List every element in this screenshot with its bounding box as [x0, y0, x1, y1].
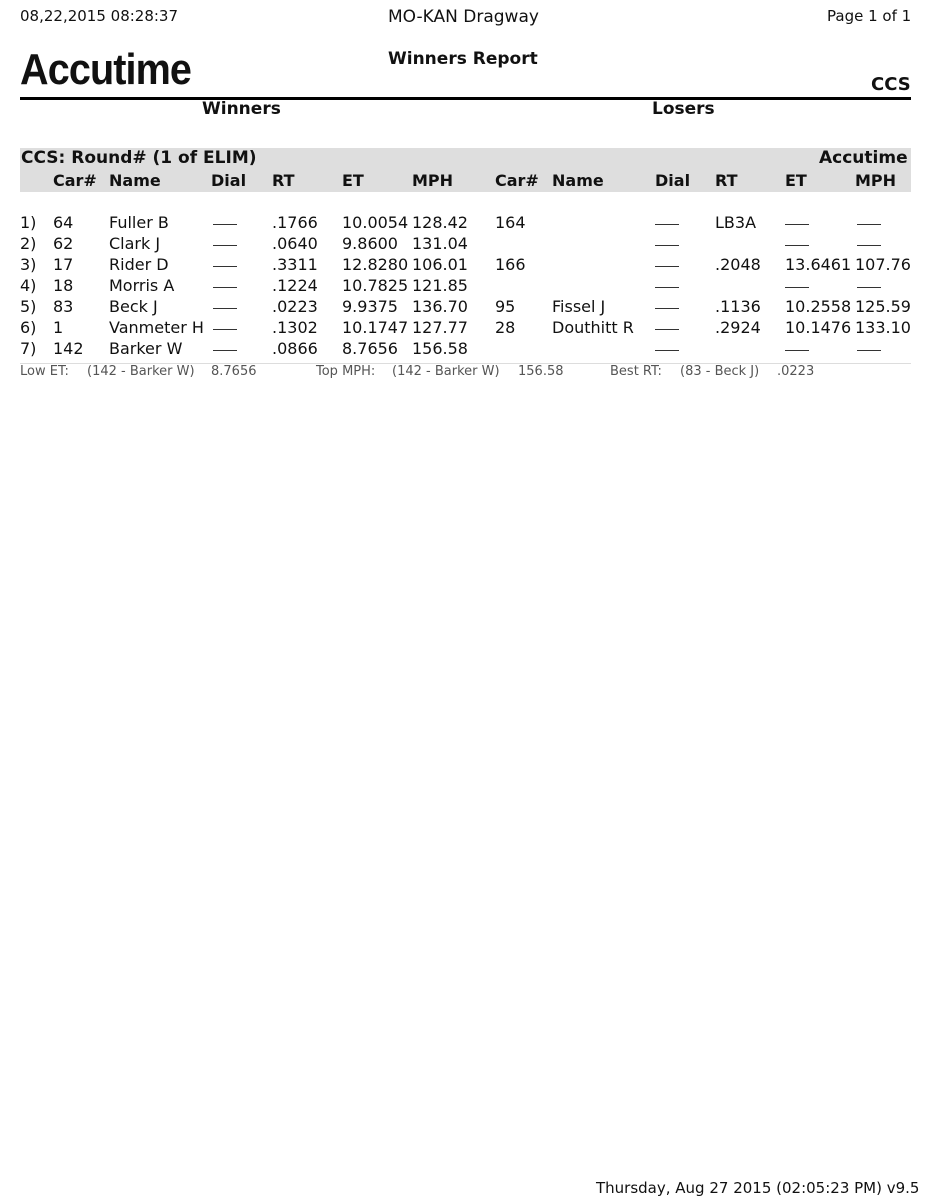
loser-et-dash: [785, 245, 809, 246]
low-et-value: 8.7656: [211, 364, 257, 379]
winner-mph: 156.58: [412, 339, 468, 358]
winner-name: Beck J: [109, 297, 158, 316]
winner-name: Barker W: [109, 339, 183, 358]
loser-mph-dash: [857, 224, 881, 225]
col-header-loser-dial: Dial: [655, 171, 691, 190]
winner-et: 10.0054: [342, 213, 409, 232]
loser-car: 166: [495, 255, 526, 274]
loser-mph: 107.76: [855, 255, 911, 274]
winner-car: 83: [53, 297, 74, 316]
loser-mph: 133.10: [855, 318, 911, 337]
loser-rt: LB3A: [715, 213, 757, 232]
loser-dial-dash: [655, 224, 679, 225]
winner-name: Clark J: [109, 234, 161, 253]
best-rt-who: (83 - Beck J): [680, 364, 760, 379]
col-header-name: Name: [109, 171, 161, 190]
class-code: CCS: [871, 74, 911, 95]
section-brand: Accutime: [819, 148, 908, 168]
brand-logo: Accutime: [20, 45, 192, 94]
top-mph-label: Top MPH:: [316, 364, 376, 379]
winner-dial-dash: [213, 329, 237, 330]
summary-divider: [20, 363, 911, 364]
section-title: CCS: Round# (1 of ELIM): [21, 148, 257, 168]
loser-et-dash: [785, 224, 809, 225]
header-rule: [20, 97, 911, 100]
row-position: 6): [20, 318, 37, 337]
winner-name: Fuller B: [109, 213, 169, 232]
col-header-rt: RT: [272, 171, 295, 190]
loser-car: 28: [495, 318, 516, 337]
loser-dial-dash: [655, 266, 679, 267]
loser-mph-dash: [857, 245, 881, 246]
winner-dial-dash: [213, 287, 237, 288]
loser-dial-dash: [655, 287, 679, 288]
col-header-mph: MPH: [412, 171, 454, 190]
winner-et: 12.8280: [342, 255, 409, 274]
winner-dial-dash: [213, 350, 237, 351]
best-rt-value: .0223: [777, 364, 815, 379]
loser-name: Douthitt R: [552, 318, 634, 337]
report-title: Winners Report: [388, 49, 538, 69]
winner-rt: .1224: [272, 276, 318, 295]
row-position: 7): [20, 339, 37, 358]
loser-car: 164: [495, 213, 526, 232]
loser-dial-dash: [655, 350, 679, 351]
winner-name: Rider D: [109, 255, 169, 274]
col-header-car: Car#: [53, 171, 97, 190]
row-position: 1): [20, 213, 37, 232]
printed-timestamp: Thursday, Aug 27 2015 (02:05:23 PM) v9.5: [596, 1179, 920, 1197]
winner-rt: .1766: [272, 213, 318, 232]
winner-name: Vanmeter H: [109, 318, 204, 337]
winner-rt: .1302: [272, 318, 318, 337]
row-position: 4): [20, 276, 37, 295]
loser-dial-dash: [655, 329, 679, 330]
winner-car: 142: [53, 339, 84, 358]
top-mph-who: (142 - Barker W): [392, 364, 500, 379]
winner-et: 10.7825: [342, 276, 409, 295]
winner-rt: .0866: [272, 339, 318, 358]
loser-et: 13.6461: [785, 255, 852, 274]
winner-dial-dash: [213, 266, 237, 267]
winner-mph: 136.70: [412, 297, 468, 316]
winner-et: 8.7656: [342, 339, 398, 358]
loser-et: 10.1476: [785, 318, 852, 337]
low-et-label: Low ET:: [20, 364, 69, 379]
winner-mph: 128.42: [412, 213, 468, 232]
winner-et: 9.8600: [342, 234, 398, 253]
winner-rt: .3311: [272, 255, 318, 274]
row-position: 3): [20, 255, 37, 274]
col-header-loser-mph: MPH: [855, 171, 897, 190]
col-header-loser-name: Name: [552, 171, 604, 190]
loser-mph: 125.59: [855, 297, 911, 316]
row-position: 5): [20, 297, 37, 316]
loser-et: 10.2558: [785, 297, 852, 316]
winner-mph: 121.85: [412, 276, 468, 295]
best-rt-label: Best RT:: [610, 364, 662, 379]
col-header-loser-car: Car#: [495, 171, 539, 190]
winner-car: 64: [53, 213, 74, 232]
col-header-loser-et: ET: [785, 171, 807, 190]
col-header-dial: Dial: [211, 171, 247, 190]
loser-dial-dash: [655, 308, 679, 309]
loser-dial-dash: [655, 245, 679, 246]
winner-mph: 127.77: [412, 318, 468, 337]
row-position: 2): [20, 234, 37, 253]
winner-car: 18: [53, 276, 74, 295]
loser-rt: .1136: [715, 297, 761, 316]
track-name: MO-KAN Dragway: [388, 7, 539, 27]
col-header-loser-rt: RT: [715, 171, 738, 190]
report-timestamp: 08,22,2015 08:28:37: [20, 7, 179, 25]
winner-dial-dash: [213, 224, 237, 225]
winner-car: 1: [53, 318, 64, 337]
losers-heading: Losers: [652, 99, 715, 119]
loser-rt: .2924: [715, 318, 761, 337]
winner-dial-dash: [213, 245, 237, 246]
col-header-et: ET: [342, 171, 364, 190]
top-mph-value: 156.58: [518, 364, 564, 379]
loser-mph-dash: [857, 287, 881, 288]
loser-et-dash: [785, 350, 809, 351]
winner-mph: 131.04: [412, 234, 468, 253]
winner-name: Morris A: [109, 276, 175, 295]
winner-et: 9.9375: [342, 297, 398, 316]
winner-dial-dash: [213, 308, 237, 309]
loser-mph-dash: [857, 350, 881, 351]
winner-car: 17: [53, 255, 74, 274]
low-et-who: (142 - Barker W): [87, 364, 195, 379]
winner-car: 62: [53, 234, 74, 253]
loser-rt: .2048: [715, 255, 761, 274]
winner-rt: .0640: [272, 234, 318, 253]
winners-heading: Winners: [202, 99, 281, 119]
loser-et-dash: [785, 287, 809, 288]
winner-mph: 106.01: [412, 255, 468, 274]
winner-rt: .0223: [272, 297, 318, 316]
page-indicator: Page 1 of 1: [827, 7, 912, 25]
winner-et: 10.1747: [342, 318, 409, 337]
loser-name: Fissel J: [552, 297, 606, 316]
loser-car: 95: [495, 297, 516, 316]
